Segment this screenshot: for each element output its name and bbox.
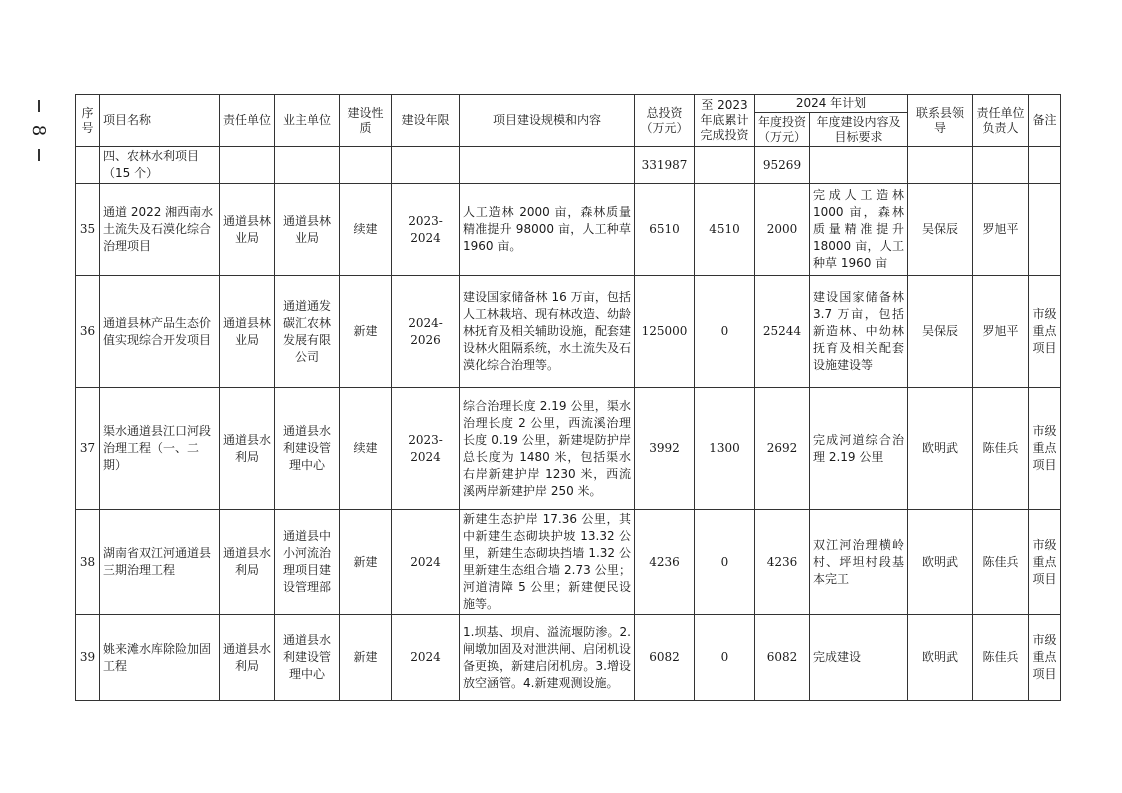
row-resp-unit: 通道县林业局 bbox=[220, 276, 275, 388]
row-unit-leader: 罗旭平 bbox=[973, 276, 1029, 388]
header-seq: 序号 bbox=[76, 95, 100, 147]
row-project-name: 通道 2022 湘西南水土流失及石漠化综合治理项目 bbox=[100, 184, 220, 276]
table-row bbox=[76, 276, 1061, 388]
row-annual-content: 完成河道综合治理 2.19 公里 bbox=[810, 388, 908, 510]
row-seq: 37 bbox=[76, 388, 100, 510]
header-unit-leader: 责任单位负责人 bbox=[973, 95, 1029, 147]
row-total-invest: 3992 bbox=[635, 388, 695, 510]
table-row bbox=[76, 388, 1061, 510]
header-resp-unit: 责任单位 bbox=[220, 95, 275, 147]
row-unit-leader: 陈佳兵 bbox=[973, 510, 1029, 615]
section-empty-cell bbox=[908, 147, 973, 184]
row-remarks: 市级重点项目 bbox=[1029, 276, 1061, 388]
row-project-name: 湖南省双江河通道县三期治理工程 bbox=[100, 510, 220, 615]
header-total-invest: 总投资（万元） bbox=[635, 95, 695, 147]
header-nature: 建设性质 bbox=[340, 95, 392, 147]
row-remarks bbox=[1029, 184, 1061, 276]
row-annual-invest: 2000 bbox=[755, 184, 810, 276]
row-scope: 新建生态护岸 17.36 公里，其中新建生态砌块护坡 13.32 公里，新建生态砌块挡墙 1.32 公里新建生态组合墙 2.73 公里；河道清障 5 公里；新建便民设施等。 bbox=[460, 510, 635, 615]
row-nature: 新建 bbox=[340, 276, 392, 388]
header-years: 建设年限 bbox=[392, 95, 460, 147]
header-county-leader: 联系县领导 bbox=[908, 95, 973, 147]
row-unit-leader: 陈佳兵 bbox=[973, 388, 1029, 510]
row-county-leader: 吴保辰 bbox=[908, 184, 973, 276]
section-total-invest: 331987 bbox=[635, 147, 695, 184]
row-seq: 38 bbox=[76, 510, 100, 615]
page-number bbox=[28, 100, 50, 170]
section-annual-invest: 95269 bbox=[755, 147, 810, 184]
project-table bbox=[75, 94, 1061, 701]
row-owner-unit: 通道通发碳汇农林发展有限公司 bbox=[275, 276, 340, 388]
row-years: 2023-2024 bbox=[392, 184, 460, 276]
row-annual-content: 完成建设 bbox=[810, 615, 908, 701]
page-number-value: 8 bbox=[28, 124, 50, 137]
header-annual-content: 年度建设内容及目标要求 bbox=[810, 113, 908, 147]
section-title: 四、农林水利项目（15 个） bbox=[100, 147, 220, 184]
row-nature: 新建 bbox=[340, 615, 392, 701]
section-empty-cell bbox=[810, 147, 908, 184]
page-number-dash-top bbox=[38, 100, 40, 112]
section-empty-cell bbox=[392, 147, 460, 184]
row-project-name: 姚来滩水库除险加固工程 bbox=[100, 615, 220, 701]
row-nature: 续建 bbox=[340, 388, 392, 510]
row-annual-invest: 2692 bbox=[755, 388, 810, 510]
row-unit-leader: 罗旭平 bbox=[973, 184, 1029, 276]
header-annual-invest: 年度投资（万元） bbox=[755, 113, 810, 147]
row-seq: 39 bbox=[76, 615, 100, 701]
row-project-name: 通道县林产品生态价值实现综合开发项目 bbox=[100, 276, 220, 388]
row-resp-unit: 通道县水利局 bbox=[220, 510, 275, 615]
row-years: 2023-2024 bbox=[392, 388, 460, 510]
header-name: 项目名称 bbox=[100, 95, 220, 147]
header-remarks: 备注 bbox=[1029, 95, 1061, 147]
section-empty-cell bbox=[340, 147, 392, 184]
row-project-name: 渠水通道县江口河段治理工程（一、二期） bbox=[100, 388, 220, 510]
row-cumulative: 1300 bbox=[695, 388, 755, 510]
row-remarks: 市级重点项目 bbox=[1029, 510, 1061, 615]
row-total-invest: 4236 bbox=[635, 510, 695, 615]
row-scope: 人工造林 2000 亩，森林质量精准提升 98000 亩，人工种草 1960 亩。 bbox=[460, 184, 635, 276]
row-annual-content: 完成人工造林 1000 亩，森林质量精准提升 18000 亩，人工种草 1960 亩 bbox=[810, 184, 908, 276]
section-empty-cell bbox=[1029, 147, 1061, 184]
section-empty-cell bbox=[460, 147, 635, 184]
row-seq: 35 bbox=[76, 184, 100, 276]
row-owner-unit: 通道县水利建设管理中心 bbox=[275, 388, 340, 510]
row-owner-unit: 通道县中小河流治理项目建设管理部 bbox=[275, 510, 340, 615]
row-county-leader: 欧明武 bbox=[908, 615, 973, 701]
row-cumulative: 0 bbox=[695, 276, 755, 388]
row-resp-unit: 通道县水利局 bbox=[220, 388, 275, 510]
row-annual-content: 建设国家储备林 3.7 万亩，包括新造林、中幼林抚育及相关配套设施建设等 bbox=[810, 276, 908, 388]
table-row bbox=[76, 510, 1061, 615]
section-seq bbox=[76, 147, 100, 184]
row-annual-invest: 6082 bbox=[755, 615, 810, 701]
header-scope: 项目建设规模和内容 bbox=[460, 95, 635, 147]
row-unit-leader: 陈佳兵 bbox=[973, 615, 1029, 701]
header-cumulative: 至 2023 年底累计完成投资 bbox=[695, 95, 755, 147]
row-remarks: 市级重点项目 bbox=[1029, 615, 1061, 701]
row-cumulative: 0 bbox=[695, 615, 755, 701]
row-scope: 综合治理长度 2.19 公里，渠水治理长度 2 公里，西流溪治理长度 0.19 公里，新建堤防护岸总长度为 1480 米，包括渠水右岸新建护岸 1230 米，西流溪两岸新建护岸 250 米。 bbox=[460, 388, 635, 510]
row-years: 2024 bbox=[392, 510, 460, 615]
row-cumulative: 0 bbox=[695, 510, 755, 615]
row-annual-invest: 25244 bbox=[755, 276, 810, 388]
row-years: 2024 bbox=[392, 615, 460, 701]
section-empty-cell bbox=[220, 147, 275, 184]
row-total-invest: 6082 bbox=[635, 615, 695, 701]
row-county-leader: 吴保辰 bbox=[908, 276, 973, 388]
row-nature: 续建 bbox=[340, 184, 392, 276]
header-owner-unit: 业主单位 bbox=[275, 95, 340, 147]
header-plan-2024: 2024 年计划 bbox=[755, 95, 908, 113]
section-row bbox=[76, 147, 1061, 184]
row-scope: 1.坝基、坝肩、溢流堰防渗。2.闸墩加固及对泄洪闸、启闭机设备更换，新建启闭机房。3.增设放空涵管。4.新建观测设施。 bbox=[460, 615, 635, 701]
row-annual-content: 双江河治理横岭村、坪坦村段基本完工 bbox=[810, 510, 908, 615]
section-empty-cell bbox=[695, 147, 755, 184]
row-scope: 建设国家储备林 16 万亩，包括人工林栽培、现有林改造、幼龄林抚育及相关辅助设施，配套建设林火阻隔系统，水土流失及石漠化综合治理等。 bbox=[460, 276, 635, 388]
row-total-invest: 6510 bbox=[635, 184, 695, 276]
section-empty-cell bbox=[973, 147, 1029, 184]
row-total-invest: 125000 bbox=[635, 276, 695, 388]
table-row bbox=[76, 615, 1061, 701]
row-county-leader: 欧明武 bbox=[908, 388, 973, 510]
page-number-dash-bottom bbox=[38, 149, 40, 161]
row-nature: 新建 bbox=[340, 510, 392, 615]
row-resp-unit: 通道县林业局 bbox=[220, 184, 275, 276]
section-empty-cell bbox=[275, 147, 340, 184]
row-cumulative: 4510 bbox=[695, 184, 755, 276]
row-annual-invest: 4236 bbox=[755, 510, 810, 615]
row-years: 2024-2026 bbox=[392, 276, 460, 388]
row-resp-unit: 通道县水利局 bbox=[220, 615, 275, 701]
row-county-leader: 欧明武 bbox=[908, 510, 973, 615]
row-remarks: 市级重点项目 bbox=[1029, 388, 1061, 510]
row-owner-unit: 通道县林业局 bbox=[275, 184, 340, 276]
row-seq: 36 bbox=[76, 276, 100, 388]
row-owner-unit: 通道县水利建设管理中心 bbox=[275, 615, 340, 701]
table-row bbox=[76, 184, 1061, 276]
